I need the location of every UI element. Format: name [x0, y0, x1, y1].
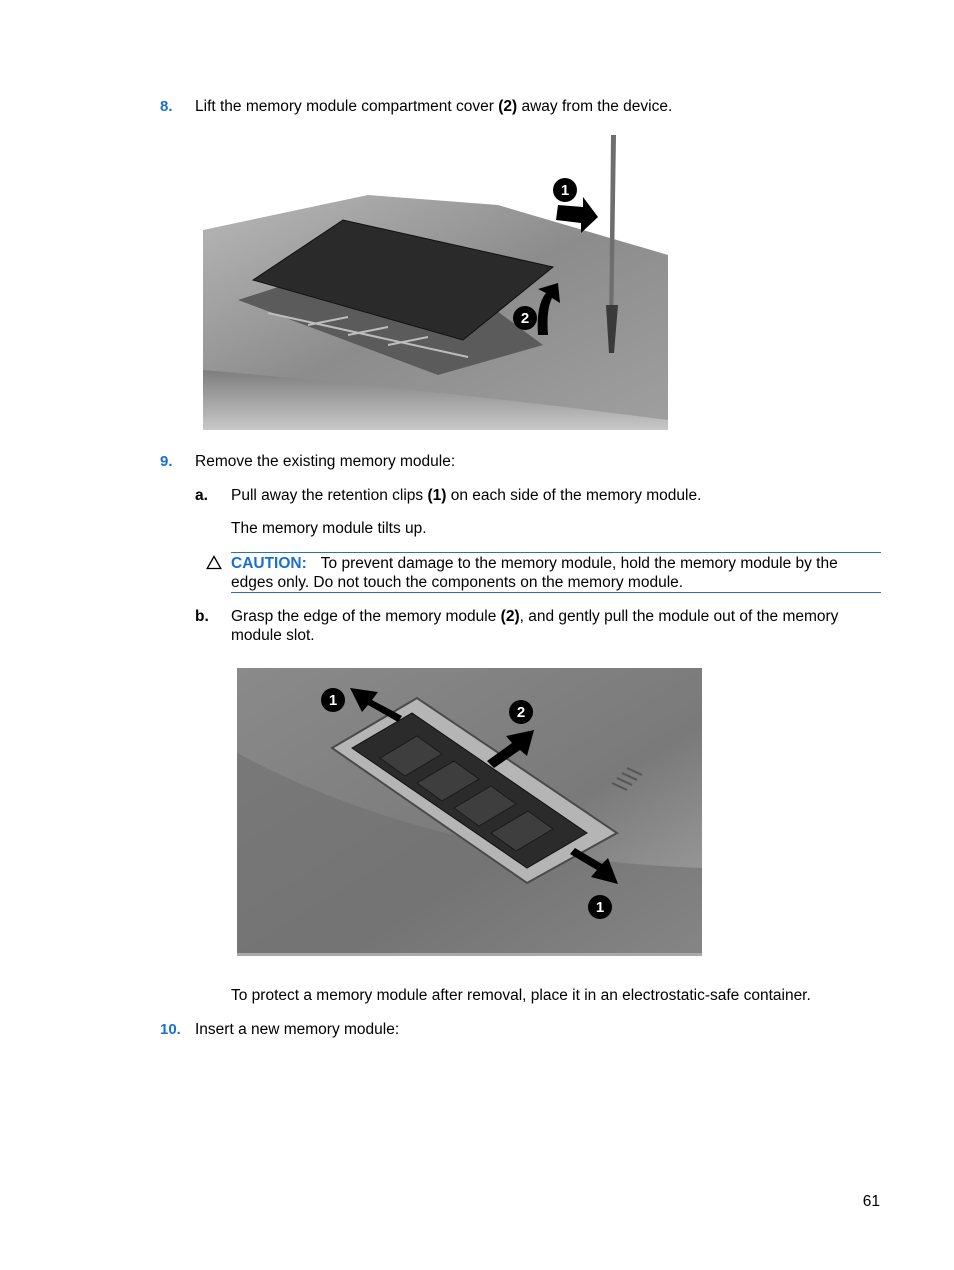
caution-triangle-icon — [206, 555, 222, 570]
caution-text — [231, 553, 881, 592]
protect-note: To protect a memory module after removal, place it in an electrostatic-safe container. — [231, 987, 811, 1004]
substep-a-text-pre: Pull away the retention clips — [231, 487, 428, 504]
substep-a-text — [231, 486, 701, 505]
substep-a-text-post: on each side of the memory module. — [446, 487, 702, 504]
step-8-callout-ref: (2) — [498, 98, 518, 115]
callout-1-top-label: 1 — [328, 692, 338, 709]
step-number-8: 8. — [160, 98, 173, 115]
caution-body: To prevent damage to the memory module, hold the memory module by the edges only. Do not touch the components on the memory module. — [231, 555, 838, 591]
figure-compartment-cover — [198, 135, 673, 430]
step-9-text: Remove the existing memory module: — [195, 453, 456, 470]
page-number: 61 — [862, 1193, 880, 1210]
substep-b-text — [231, 607, 881, 645]
substep-b-text-post: , and gently pull the module out of the memory module slot. — [231, 608, 839, 644]
step-number-10: 10. — [160, 1021, 181, 1038]
substep-a-note: The memory module tilts up. — [231, 520, 427, 537]
figure-memory-module-removal — [232, 658, 707, 956]
callout-2-label: 2 — [516, 704, 526, 721]
substep-a-callout-ref: (1) — [427, 487, 447, 504]
caution-label: CAUTION: — [231, 555, 307, 572]
substep-b-callout-ref: (2) — [500, 608, 520, 625]
step-8-text-pre: Lift the memory module compartment cover — [195, 98, 499, 115]
callout-2-label: 2 — [520, 310, 530, 327]
step-number-9: 9. — [160, 453, 173, 470]
callout-1-bottom-label: 1 — [595, 899, 605, 916]
step-8-text — [195, 97, 672, 116]
callout-1-label: 1 — [560, 182, 570, 199]
substep-letter-b: b. — [195, 608, 209, 625]
substep-letter-a: a. — [195, 487, 208, 504]
step-10-text: Insert a new memory module: — [195, 1021, 400, 1038]
substep-b-text-pre: Grasp the edge of the memory module — [231, 608, 501, 625]
caution-box — [231, 552, 881, 593]
step-8-text-post: away from the device. — [517, 98, 673, 115]
